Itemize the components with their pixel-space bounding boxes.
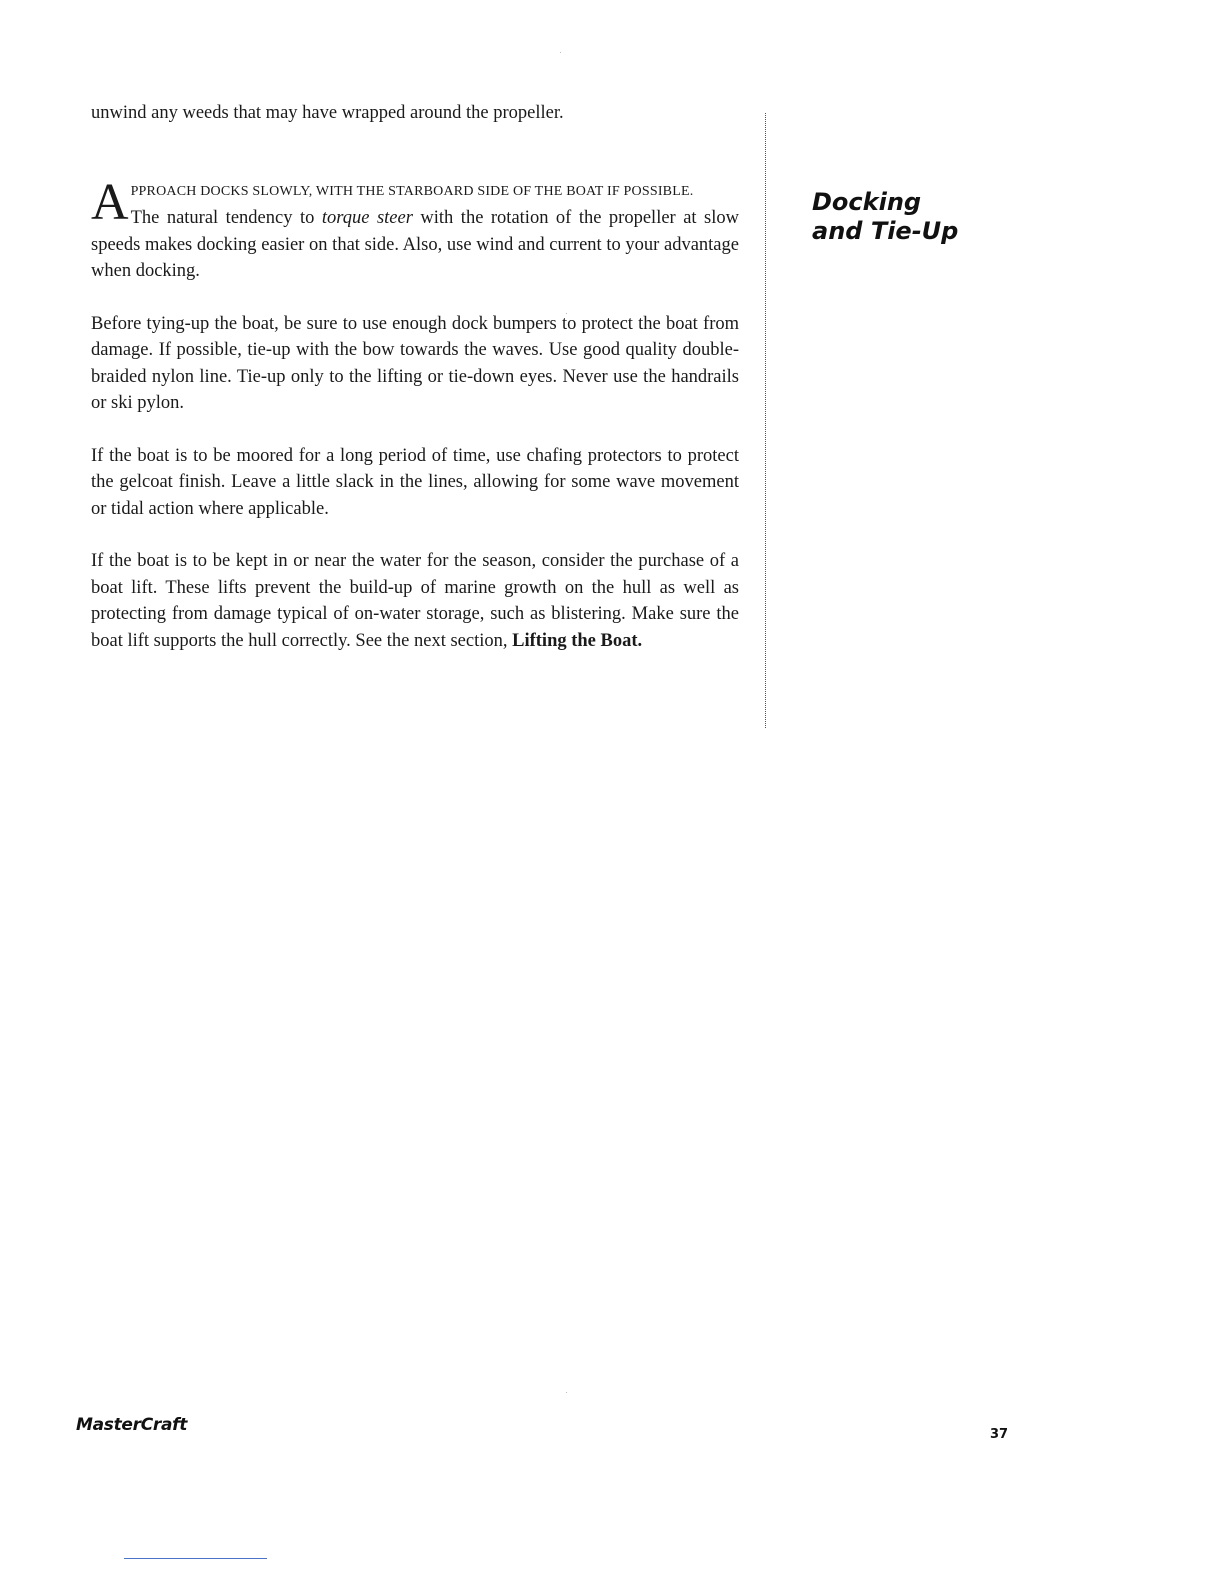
section-heading <box>812 188 958 246</box>
approach-lead-in: PPROACH DOCKS SLOWLY, WITH THE STARBOARD SIDE OF THE BOAT IF POSSIBLE. <box>130 183 694 199</box>
intro-paragraph: unwind any weeds that may have wrapped around the propeller. <box>91 103 564 123</box>
bottom-rule <box>124 1558 267 1559</box>
page-number: 37 <box>990 1427 1009 1442</box>
tie-up-paragraph: Before tying-up the boat, be sure to use enough dock bumpers to protect the boat from damage. If possible, tie-up with the bow towards the waves. Use good quality double-braided nylon line. Tie-up only to the lifting or tie-down eyes. Never use the handrails or ski pylon. <box>91 313 739 413</box>
drop-cap: A <box>91 173 129 231</box>
section-heading-line1: Docking <box>812 188 922 216</box>
boat-lift-text: If the boat is to be kept in or near the water for the season, consider the purchase of a boat lift. These lifts prevent the build-up of marine growth on the hull as well as protecting from damage typical of on-water storage, such as blistering. Make sure the boat lift supports the hull correctly. See the next section, <box>91 551 739 651</box>
lifting-the-boat-reference: Lifting the Boat. <box>512 630 643 651</box>
column-divider <box>765 113 766 728</box>
approach-paragraph <box>91 173 740 285</box>
approach-emphasis: torque steer <box>321 208 413 228</box>
scan-speck <box>566 313 567 314</box>
boat-lift-paragraph <box>91 548 739 654</box>
section-heading-line2: and Tie-Up <box>812 217 959 245</box>
scan-speck <box>560 52 561 53</box>
approach-text-before: The natural tendency to <box>130 208 322 228</box>
scan-speck <box>566 1392 567 1393</box>
mooring-paragraph: If the boat is to be moored for a long period of time, use chafing protectors to protect the gelcoat finish. Leave a little slack in the lines, allowing for some wave movement or tidal action where applicable. <box>91 445 739 519</box>
approach-text-after: with the rotation of the propeller at slow speeds makes docking easier on that side. Also, use wind and current to your advantage when docking. <box>91 208 740 281</box>
mastercraft-logo: MasterCraft <box>76 1415 188 1435</box>
body-column <box>91 100 739 654</box>
